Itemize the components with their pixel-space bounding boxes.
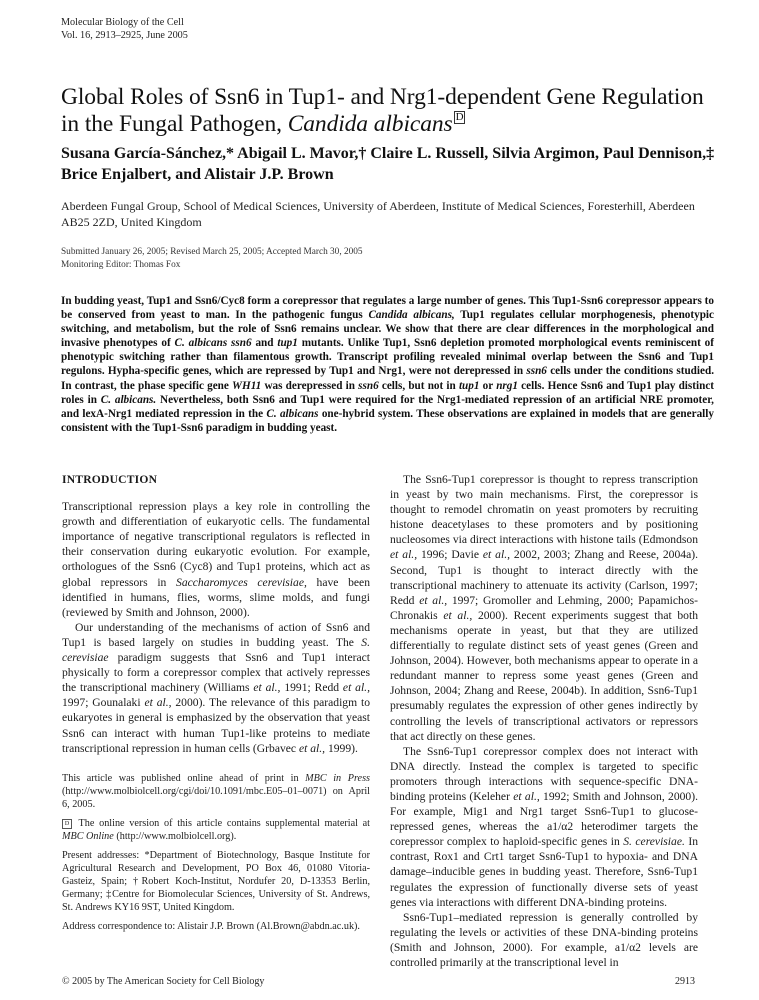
supplement-data-icon[interactable]: D bbox=[455, 111, 464, 124]
supplemental-note: D The online version of this article contains supplemental material at MBC Online (http://www.molbiolcell.org). bbox=[62, 818, 370, 842]
copyright-footer: © 2005 by The American Society for Cell Biology bbox=[62, 976, 265, 987]
journal-name: Molecular Biology of the Cell bbox=[61, 17, 184, 28]
affiliation: Aberdeen Fungal Group, School of Medical Sciences, University of Aberdeen, Institute of Medical Sciences, Foresterhill, Aberdeen AB25 2ZD, United Kingdom bbox=[61, 199, 695, 229]
correspondence-address: Address correspondence to: Alistair J.P. Brown (Al.Brown@abdn.ac.uk). bbox=[62, 921, 360, 932]
title-species: Candida albicans bbox=[287, 111, 453, 137]
title-text: Global Roles of Ssn6 in Tup1- and Nrg1-dependent Gene Regulation in the Fungal Pathogen, bbox=[61, 84, 704, 137]
left-column bbox=[62, 472, 370, 756]
intro-paragraph-5: Ssn6-Tup1–mediated repression is generally controlled by regulating the levels or activities of these DNA-binding proteins (Smith and Johnson, 2000). For example, a1/α2 levels are controlled primarily at the transcriptional level in bbox=[390, 910, 698, 969]
intro-paragraph-1: Transcriptional repression plays a key role in controlling the growth and differentiation of eukaryotic cells. The fundamental importance of negative transcriptional regulators is reflected in their conservation during eukaryotic evolution. For example, orthologues of the Ssn6 (Cyc8) and Tup1 proteins, which act as global repressors in Saccharomyces cerevisiae, have been identified in humans, flies, worms, slime molds, and fungi (reviewed by Smith and Johnson, 2000). bbox=[62, 500, 371, 619]
author-list: Susana García-Sánchez,* Abigail L. Mavor,† Claire L. Russell, Silvia Argimon, Paul Dennison,‡ Brice Enjalbert, and Alistair J.P. Brown bbox=[61, 145, 715, 183]
submission-dates bbox=[61, 246, 721, 272]
journal-volume: Vol. 16, 2913–2925, June 2005 bbox=[61, 30, 188, 41]
footnotes bbox=[62, 772, 370, 939]
present-addresses: Present addresses: *Department of Biotechnology, Basque Institute for Agricultural Research and Development, PO Box 46, 01080 Vitoria-Gasteiz, Spain; †Robert Koch-Institut, Nordufer 20, D-13353 Berlin, Germany; ‡Centre for Biomolecular Sciences, University of St. Andrews, St. Andrews KY16 9ST, United Kingdom. bbox=[62, 850, 370, 913]
page-number: 2913 bbox=[675, 976, 695, 987]
online-publication-note: This article was published online ahead of print in MBC in Press (http://www.molbiolcell.org/cgi/doi/10.1091/mbc.E05–01–0071) on April 6, 2005. bbox=[62, 773, 370, 810]
intro-paragraph-4: The Ssn6-Tup1 corepressor complex does not interact with DNA directly. Instead the complex is targeted to specific promoters through interactions with sequence-specific DNA-binding proteins (Keleher et al., 1992; Smith and Johnson, 2000). For example, Mig1 and Nrg1 target Ssn6-Tup1 to glucose-repressed genes, whereas the a1/α2 heterodimer targets the corepressor complex to haploid-specific genes in S. cerevisiae. In contrast, Rox1 and Crt1 target Ssn6-Tup1 to hypoxia- and DNA damage–inducible genes in budding yeast. Therefore, Ssn6-Tup1 regulates the expression of functionally diverse sets of yeast genes via interactions with different DNA-binding proteins. bbox=[390, 744, 698, 909]
date-history: Submitted January 26, 2005; Revised March 25, 2005; Accepted March 30, 2005 bbox=[61, 247, 363, 257]
supplement-data-icon-small: D bbox=[62, 819, 72, 829]
monitoring-editor: Monitoring Editor: Thomas Fox bbox=[61, 260, 181, 270]
abstract: In budding yeast, Tup1 and Ssn6/Cyc8 form a corepressor that regulates a large number of genes. This Tup1-Ssn6 corepressor appears to be conserved from yeast to man. In the pathogenic fungus Candida albicans, Tup1 regulates cellular morphogenesis, phenotypic switching, and metabolism, but the role of Ssn6 remains unclear. We show that there are clear differences in the morphological and invasive phenotypes of C. albicans ssn6 and tup1 mutants. Unlike Tup1, Ssn6 depletion promoted morphological events reminiscent of phenotypic switching rather than filamentous growth. Transcript profiling revealed minimal overlap between the Ssn6 and Tup1 regulons. Hypha-specific genes, which are repressed by Tup1 and Nrg1, were not derepressed in ssn6 cells under the conditions studied. In contrast, the phase specific gene WH11 was derepressed in ssn6 cells, but not in tup1 or nrg1 cells. Hence Ssn6 and Tup1 play distinct roles in C. albicans. Nevertheless, both Ssn6 and Tup1 were required for the Nrg1-mediated repression of an artificial NRE promoter, and lexA-Nrg1 mediated repression in the C. albicans one-hybrid system. These observations are explained in models that are generally consistent with the Tup1-Ssn6 paradigm in budding yeast. bbox=[61, 295, 715, 434]
intro-paragraph-2: Our understanding of the mechanisms of action of Ssn6 and Tup1 is based largely on studies in budding yeast. The S. cerevisiae paradigm suggests that Ssn6 and Tup1 interact physically to form a corepressor complex that actively represses the transcriptional machinery (Williams et al., 1991; Redd et al., 1997; Gounalaki et al., 2000). The relevance of this paradigm to eukaryotes in general is emphasized by the observation that yeast Ssn6 can interact with human Tup1-like proteins to mediate transcriptional repression in human cells (Grbavec et al., 1999). bbox=[62, 620, 370, 755]
section-heading-introduction: INTRODUCTION bbox=[62, 473, 158, 486]
paper-title bbox=[61, 84, 721, 138]
intro-paragraph-3: The Ssn6-Tup1 corepressor is thought to repress transcription in yeast by two main mechanisms. First, the corepressor is thought to remodel chromatin on yeast promoters by recruiting histone deacetylases to these promoters and by positioning nucleosomes via direct interactions with histone tails (Edmondson et al., 1996; Davie et al., 2002, 2003; Zhang and Reese, 2004a). Second, Tup1 is thought to interact directly with the transcriptional machinery to attenuate its activity (Carlson, 1997; Redd et al., 1997; Gromoller and Lehming, 2000; Papamichos-Chronakis et al., 2000). Recent experiments suggest that both mechanisms operate in yeast, but that they are utilized differentially to regulate distinct sets of yeast genes (Green and Johnson, 2004). However, both mechanisms appear to operate in a redundant manner to repress some yeast genes (Green and Johnson, 2004; Zhang and Reese, 2004b). In addition, Ssn6-Tup1 presumably regulates the expression of other genes indirectly by controlling the levels of transcriptional activators or repressors that act directly on these genes. bbox=[390, 473, 698, 743]
right-column bbox=[390, 472, 698, 970]
journal-header bbox=[61, 16, 188, 42]
